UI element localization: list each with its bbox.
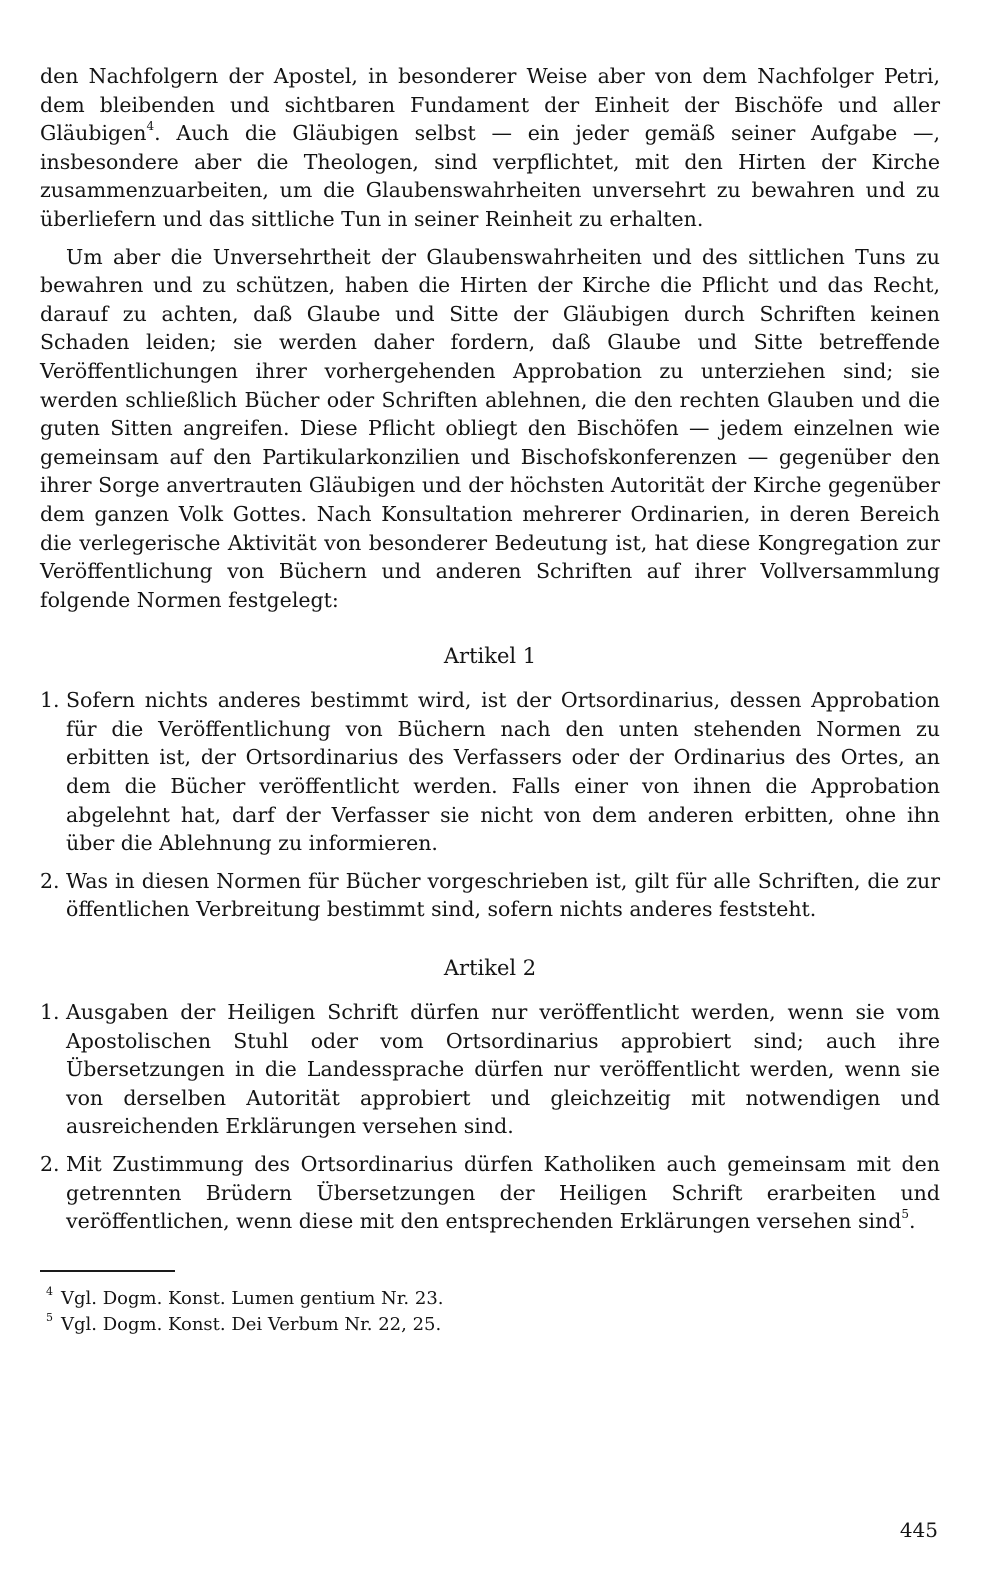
article-1-item-2 — [40, 867, 940, 924]
item-number: 1. — [40, 1000, 60, 1025]
article-2-heading: Artikel 2 — [443, 956, 537, 981]
footnote-4 — [40, 1286, 940, 1312]
item-text: Ausgaben der Heiligen Schrift dürfen nur veröffentlicht werden, wenn sie vom Apostolischen Stuhl oder vom Ortsordinarius approbiert sind; auch ihre Übersetzungen in die Landessprache dürfen nur veröffentlicht werden, wenn sie von derselben Autorität approbiert und gleichzeitig mit notwendigen und ausreichenden Erklärungen versehen sind. — [66, 1000, 940, 1139]
document-page — [40, 62, 940, 1338]
footnote-divider — [40, 1270, 175, 1272]
footnote-text: Vgl. Dogm. Konst. Lumen gentium Nr. 23. — [61, 1287, 444, 1309]
item-text-end: . — [909, 1209, 916, 1234]
item-number: 1. — [40, 688, 60, 713]
article-1-heading: Artikel 1 — [443, 644, 537, 669]
footnote-ref-4: 4 — [146, 119, 155, 134]
footnote-ref-5: 5 — [901, 1207, 910, 1222]
item-text: Sofern nichts anderes bestimmt wird, ist der Ortsordinarius, dessen Approbation für die Veröffentlichung von Büchern nach den unten stehenden Normen zu erbitten ist, der Ortsordinarius des Verfassers oder der Ordinarius des Ortes, an dem die Bücher veröffentlicht werden. Falls einer von ihnen die Approbation abgelehnt hat, darf der Verfasser sie nicht von dem anderen erbitten, ohne ihn über die Ablehnung zu informieren. — [66, 688, 940, 856]
footnote-5 — [40, 1312, 940, 1338]
page-number: 445 — [899, 1518, 938, 1542]
footnote-mark: 4 — [46, 1284, 53, 1298]
paragraph-1-text: den Nachfolgern der Apostel, in besonderer Weise aber von dem Nachfolger Petri, dem bleibenden und sichtbaren Fundament der Einheit der Bischöfe und aller Gläubigen — [40, 64, 940, 146]
article-2-item-1 — [40, 998, 940, 1141]
footnote-text: Vgl. Dogm. Konst. Dei Verbum Nr. 22, 25. — [61, 1313, 442, 1335]
article-2-item-2 — [40, 1150, 940, 1236]
paragraph-2: Um aber die Unversehrtheit der Glaubenswahrheiten und des sittlichen Tuns zu bewahren und zu schützen, haben die Hirten der Kirche die Pflicht und das Recht, darauf zu achten, daß Glaube und Sitte der Gläubigen durch Schriften keinen Schaden leiden; sie werden daher fordern, daß Glaube und Sitte betreffende Veröffentlichungen ihrer vorhergehenden Approbation zu unterziehen sind; sie werden schließlich Bücher oder Schriften ablehnen, die den rechten Glauben und die guten Sitten angreifen. Diese Pflicht obliegt den Bischöfen — jedem einzelnen wie gemeinsam auf den Partikularkonzilien und Bischofskonferenzen — gegenüber den ihrer Sorge anvertrauten Gläubigen und der höchsten Autorität der Kirche gegenüber dem ganzen Volk Gottes. Nach Konsultation mehrerer Ordinarien, in deren Bereich die verlegerische Aktivität von besonderer Bedeutung ist, hat diese Kongregation zur Veröffentlichung von Büchern und anderen Schriften auf ihrer Vollversammlung folgende Normen festgelegt: — [40, 244, 940, 612]
item-number: 2. — [40, 868, 60, 893]
paragraph-1 — [40, 62, 940, 234]
item-text: Mit Zustimmung des Ortsordinarius dürfen Katholiken auch gemeinsam mit den getrennten Brüdern Übersetzungen der Heiligen Schrift erarbeiten und veröffentlichen, wenn diese mit den entsprechenden Erklärungen versehen sind — [66, 1152, 940, 1234]
article-1-item-1 — [40, 686, 940, 858]
item-number: 2. — [40, 1152, 60, 1176]
footnote-mark: 5 — [46, 1310, 53, 1324]
item-text: Was in diesen Normen für Bücher vorgeschrieben ist, gilt für alle Schriften, die zur öffentlichen Verbreitung bestimmt sind, sofern nichts anderes feststeht. — [66, 868, 940, 922]
paragraph-1-text-cont: . Auch die Gläubigen selbst — ein jeder gemäß seiner Aufgabe —, insbesondere aber die Theologen, sind verpflichtet, mit den Hirten der Kirche zusammenzuarbeiten, um die Glaubenswahrheiten unversehrt zu bewahren und zu überliefern und das sittliche Tun in seiner Reinheit zu erhalten. — [40, 121, 940, 231]
